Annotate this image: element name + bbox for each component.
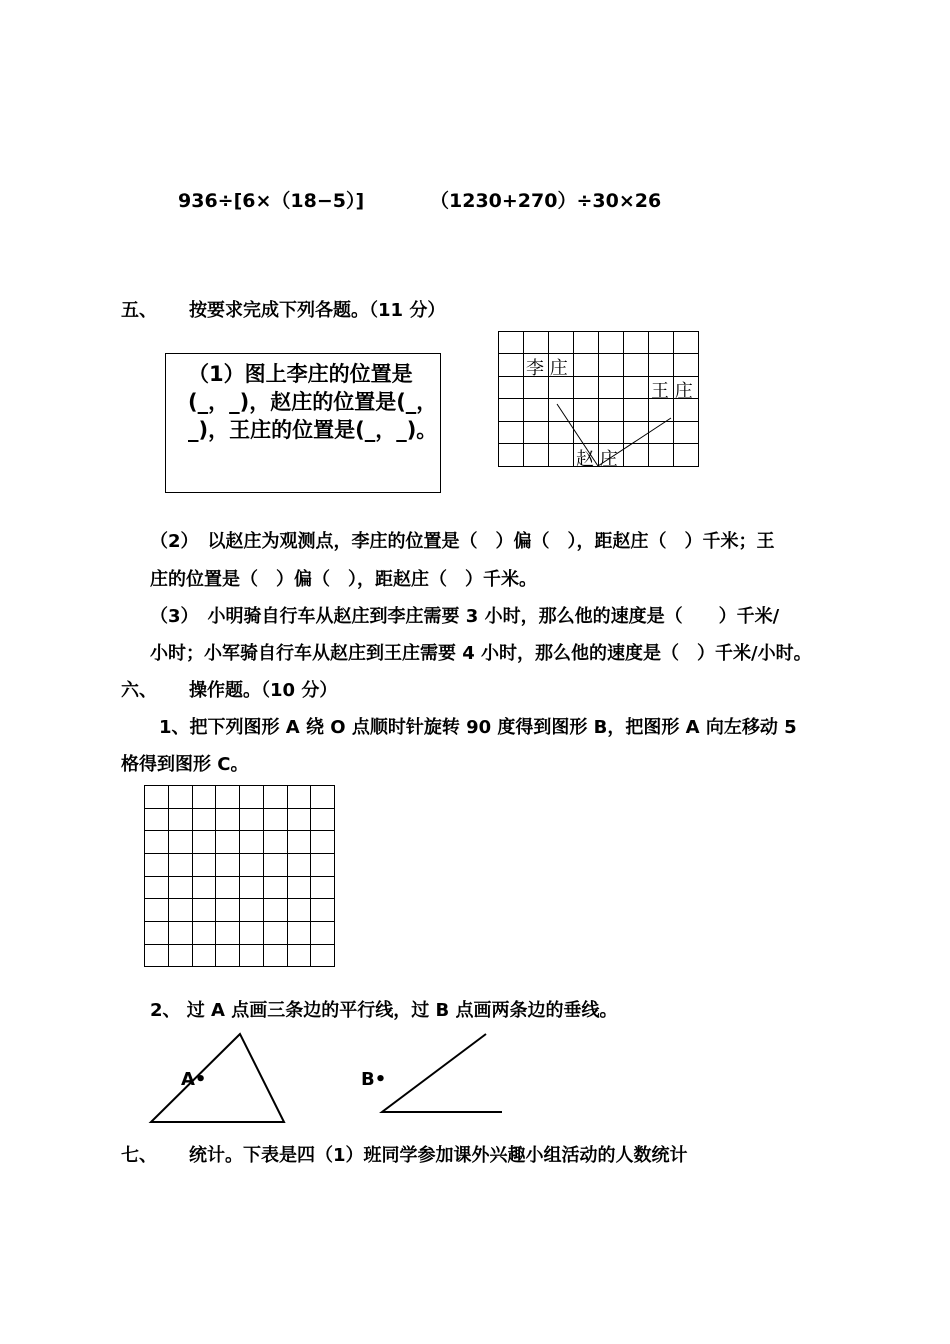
question-3-line-2: 小时；小军骑自行车从赵庄到王庄需要 4 小时，那么他的速度是（ ）千米/小时。 xyxy=(150,643,812,664)
section-6-title: 操作题。（10 分） xyxy=(189,680,338,701)
expression-2: （1230+270）÷30×26 xyxy=(430,190,662,212)
section-5-number: 五、 xyxy=(121,300,157,321)
operation-2-text: 2、 过 A 点画三条边的平行线，过 B 点画两条边的垂线。 xyxy=(150,1000,618,1021)
section-5-title: 按要求完成下列各题。（11 分） xyxy=(189,300,446,321)
operation-1-line-1: 1、把下列图形 A 绕 O 点顺时针旋转 90 度得到图形 B，把图形 A 向左移动 5 xyxy=(159,717,797,738)
map-label-li: 李 庄 xyxy=(526,358,568,379)
map-label-wang: 王 庄 xyxy=(651,381,693,402)
question-2-line-1: （2） 以赵庄为观测点，李庄的位置是（ ）偏（ ），距赵庄（ ）千米；王 xyxy=(150,531,775,552)
section-6-number: 六、 xyxy=(121,680,157,701)
point-b-label: B• xyxy=(361,1069,387,1090)
angle-figure xyxy=(382,1034,502,1112)
section-7-title: 统计。下表是四（1）班同学参加课外兴趣小组活动的人数统计 xyxy=(189,1145,688,1166)
section-7-number: 七、 xyxy=(121,1145,157,1166)
expression-1: 936÷[6×（18−5）] xyxy=(178,190,365,212)
map-label-zhao: 赵 庄 xyxy=(576,449,618,470)
operation-1-line-2: 格得到图形 C。 xyxy=(121,754,249,775)
point-a-label: A• xyxy=(181,1069,207,1090)
question-1-text: （1）图上李庄的位置是(_，_)，赵庄的位置是(_，_)，王庄的位置是(_，_)。 xyxy=(188,362,438,442)
question-3-line-1: （3） 小明骑自行车从赵庄到李庄需要 3 小时，那么他的速度是（ ）千米/ xyxy=(150,606,780,627)
question-2-line-2: 庄的位置是（ ）偏（ ），距赵庄（ ）千米。 xyxy=(150,569,537,590)
triangle-figure xyxy=(151,1034,284,1122)
